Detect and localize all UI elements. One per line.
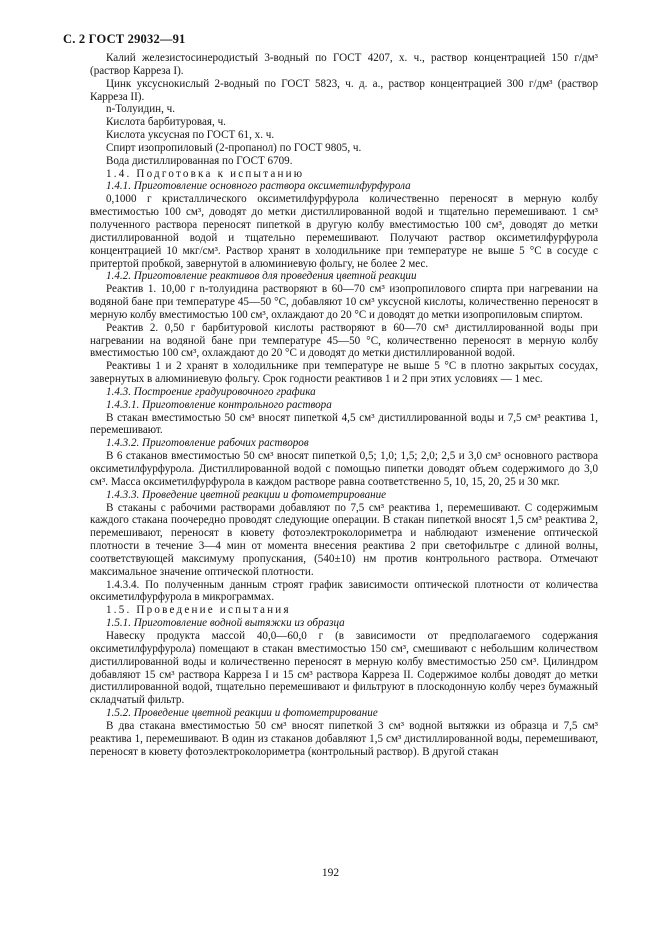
paragraph: Реактив 1. 10,00 г n-толуидина растворяют в 60—70 см³ изопропилового спирта при нагревании на водяной бане при температуре 45—50 °С, добавляют 10 см³ уксусной кислоты, количественно переносят в мерную колбу вместимостью 100 см³, охлаждают до 20 °С и доводят до метки изопропиловым спиртом. xyxy=(90,283,598,321)
section-heading: 1.5. Проведение испытания xyxy=(106,604,291,617)
page-number: 192 xyxy=(321,867,340,879)
section-heading: 1.4.3.1. Приготовление контрольного раствора xyxy=(106,398,332,411)
section-heading: 1.4.1. Приготовление основного раствора оксиметилфурфурола xyxy=(106,180,411,193)
paragraph: Вода дистиллированная по ГОСТ 6709. xyxy=(106,154,293,167)
paragraph: В два стакана вместимостью 50 см³ вносят пипеткой 3 см³ водной вытяжки из образца и 7,5 см³ реактива 1, перемешивают. В один из стаканов добавляют 1,5 см³ дистиллированной воды, перемешивают, переносят в кювету фотоэлектроколориметра (контрольный раствор). В другой стакан xyxy=(90,719,598,758)
paragraph: Кислота уксусная по ГОСТ 61, х. ч. xyxy=(106,129,275,142)
section-heading: 1.5.1. Приготовление водной вытяжки из образца xyxy=(106,617,345,630)
paragraph: Калий железистосинеродистый 3-водный по ГОСТ 4207, х. ч., раствор концентрацией 150 г/дм³ (раствор Карреза I). xyxy=(90,52,598,77)
paragraph: Реактивы 1 и 2 хранят в холодильнике при температуре не выше 5 °С в плотно закрытых сосудах, завернутых в алюминиевую фольгу. Срок годности реактивов 1 и 2 при этих условиях — 1 мес. xyxy=(90,360,598,386)
section-heading: 1.4.3. Построение градуировочного графика xyxy=(106,385,316,398)
page-header: С. 2 ГОСТ 29032—91 xyxy=(63,32,186,46)
paragraph: В стаканы с рабочими растворами добавляют по 7,5 см³ реактива 1, перемешивают. С содержимым каждого стакана поочередно проводят следующие операции. В стакан пипеткой вносят 1,5 см³ реактива 2, перемешивают, переносят в кювету фотоэлектроколориметра и наблюдают изменение оптической плотности в течение 3—4 мин от момента внесения реактива 2 при светофильтре с длиной волны, соответствующей максимуму пропускания, (540±10) нм против контрольного раствора. Отмечают максимальное значение оптической плотности. xyxy=(90,501,598,578)
paragraph: Навеску продукта массой 40,0—60,0 г (в зависимости от предполагаемого содержания оксиметилфурфурола) помещают в стакан вместимостью 150 см³, смешивают с небольшим количеством дистиллированной воды и количественно переносят в мерную колбу вместимостью 250 см³. Цилиндром добавляют 15 см³ раствора Карреза I и 15 см³ раствора Карреза II. Содержимое колбы доводят до метки дистиллированной водой, тщательно перемешивают и фильтруют в плоскодонную колбу через бумажный складчатый фильтр. xyxy=(90,629,598,707)
section-heading: 1.4.3.3. Проведение цветной реакции и фотометрирование xyxy=(106,488,387,501)
section-heading: 1.4. Подготовка к испытанию xyxy=(106,167,305,180)
paragraph: 0,1000 г кристаллического оксиметилфурфурола количественно переносят в мерную колбу вместимостью 100 см³, доводят до метки дистиллированной водой и тщательно перемешивают. 1 см³ полученного раствора переносят пипеткой в другую колбу вместимостью 100 см³, доводят до метки дистиллированной водой и тщательно перемешивают. Получают раствор оксиметилфурфурола концентрацией 10 мкг/см³. Раствор хранят в холодильнике при температуре не выше 5 °С в сосуде с притертой пробкой, завернутой в алюминиевую фольгу, не более 2 мес. xyxy=(90,193,598,270)
paragraph: Реактив 2. 0,50 г барбитуровой кислоты растворяют в 60—70 см³ дистиллированной воды при нагревании на водяной бане при температуре 45—50 °С, количественно переносят в мерную колбу вместимостью 100 см³, охлаждают до 20 °С и доводят до метки дистиллированной водой. xyxy=(90,321,598,360)
section-heading: 1.4.2. Приготовление реактивов для проведения цветной реакции xyxy=(106,270,417,283)
paragraph: В стакан вместимостью 50 см³ вносят пипеткой 4,5 см³ дистиллированной воды и 7,5 см³ реактива 1, перемешивают. xyxy=(90,411,598,437)
section-heading: 1.4.3.2. Приготовление рабочих растворов xyxy=(106,437,309,450)
document-body xyxy=(90,52,598,758)
paragraph: n-Толуидин, ч. xyxy=(106,103,176,116)
paragraph: В 6 стаканов вместимостью 50 см³ вносят пипеткой 0,5; 1,0; 1,5; 2,0; 2,5 и 3,0 см³ основного раствора оксиметилфурфурола. Дистиллированной водой с помощью пипетки доводят объем содержимого до 3,0 см³. Масса оксиметилфурфурола в каждом растворе равна соответственно 5, 10, 15, 20, 25 и 30 мкг. xyxy=(90,450,598,488)
paragraph: Кислота барбитуровая, ч. xyxy=(106,116,226,129)
paragraph: Цинк уксуснокислый 2-водный по ГОСТ 5823, ч. д. а., раствор концентрацией 300 г/дм³ (раствор Карреза II). xyxy=(90,77,598,103)
paragraph: Спирт изопропиловый (2-пропанол) по ГОСТ 9805, ч. xyxy=(106,141,362,154)
paragraph: 1.4.3.4. По полученным данным строят график зависимости оптической плотности от количества оксиметилфурфурола в микрограммах. xyxy=(90,578,598,604)
section-heading: 1.5.2. Проведение цветной реакции и фотометрирование xyxy=(106,707,378,720)
